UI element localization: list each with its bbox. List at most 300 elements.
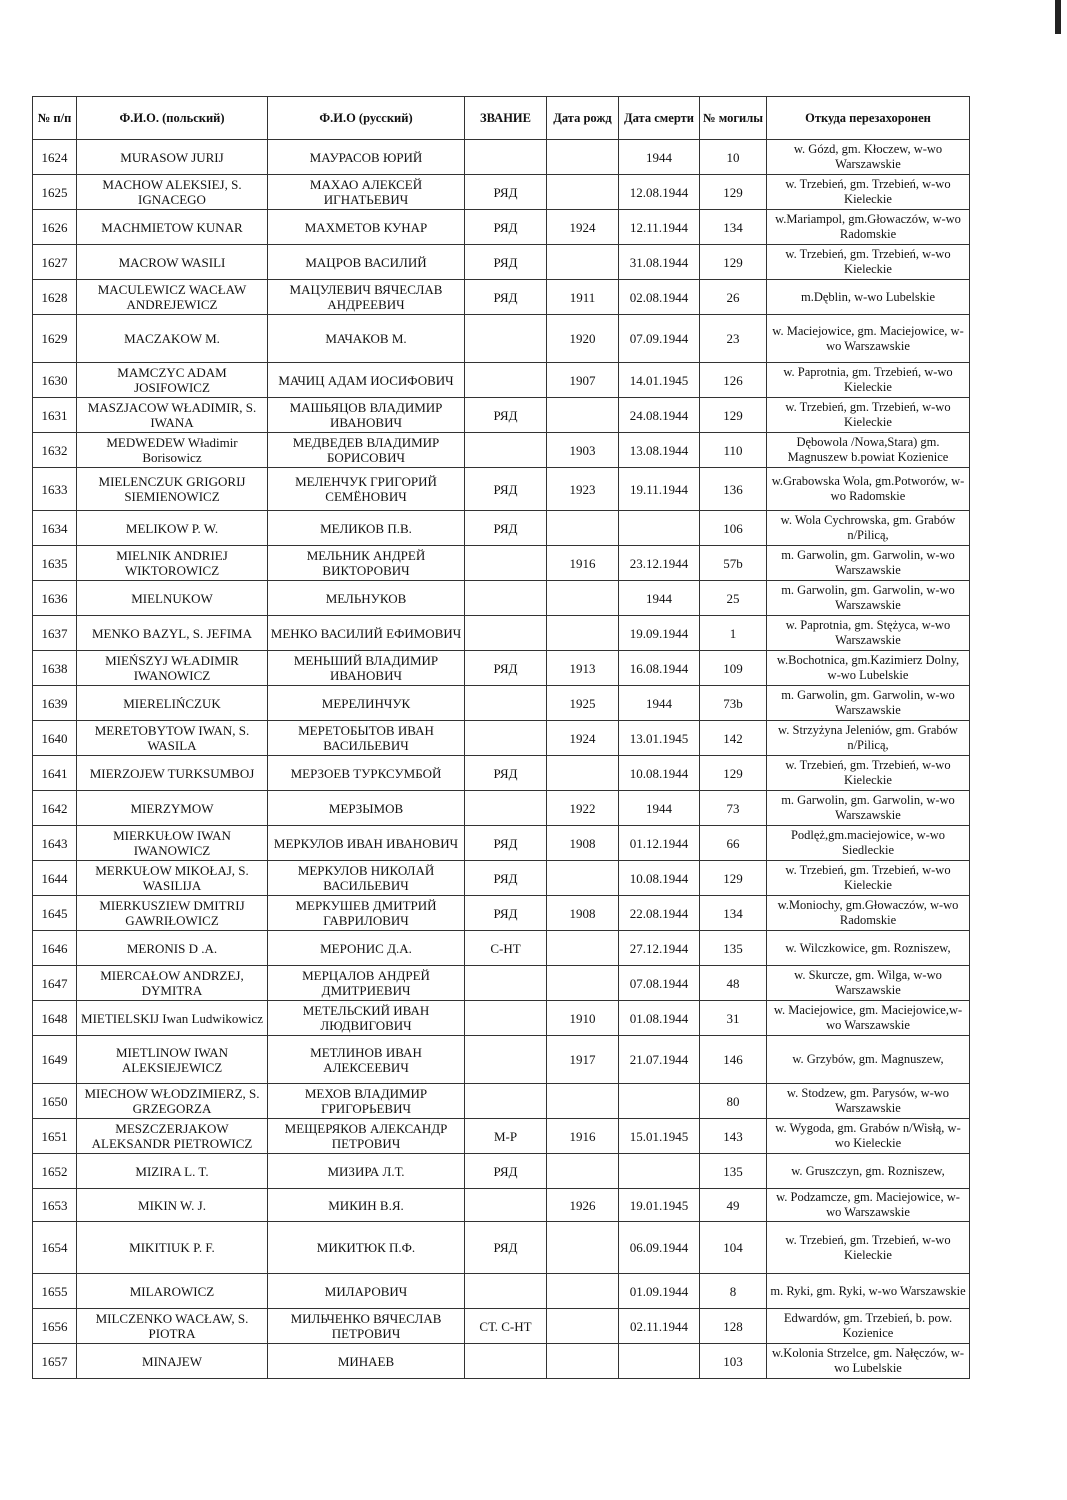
- cell-name-polish: MIERZYMOW: [77, 791, 268, 826]
- cell-grave-number: 146: [700, 1036, 767, 1084]
- cell-birth-date: 1925: [547, 686, 619, 721]
- cell-rank: [465, 1189, 547, 1222]
- cell-name-russian: МЕЩЕРЯКОВ АЛЕКСАНДР ПЕТРОВИЧ: [268, 1119, 465, 1154]
- cell-grave-number: 129: [700, 756, 767, 791]
- cell-grave-number: 23: [700, 315, 767, 363]
- cell-death-date: 16.08.1944: [619, 651, 700, 686]
- cell-grave-number: 135: [700, 931, 767, 966]
- cell-name-polish: MIELENCZUK GRIGORIJ SIEMIENOWICZ: [77, 468, 268, 511]
- cell-grave-number: 143: [700, 1119, 767, 1154]
- cell-reburied-from: w. Trzebień, gm. Trzebień, w-wo Kieleckie: [767, 861, 970, 896]
- cell-name-russian: МИКИТЮК П.Ф.: [268, 1222, 465, 1274]
- header-reburied-from: Откуда перезахоронен: [767, 97, 970, 140]
- cell-birth-date: [547, 175, 619, 210]
- cell-number: 1629: [33, 315, 77, 363]
- cell-rank: РЯД: [465, 1154, 547, 1189]
- cell-birth-date: [547, 756, 619, 791]
- cell-rank: [465, 1036, 547, 1084]
- cell-reburied-from: Edwardów, gm. Trzebień, b. pow. Kozienice: [767, 1309, 970, 1344]
- table-row: [33, 581, 970, 616]
- cell-reburied-from: m. Garwolin, gm. Garwolin, w-wo Warszawskie: [767, 686, 970, 721]
- cell-number: 1628: [33, 280, 77, 315]
- cell-name-russian: МЕЛЬНИК АНДРЕЙ ВИКТОРОВИЧ: [268, 546, 465, 581]
- cell-name-russian: МАХАО АЛЕКСЕЙ ИГНАТЬЕВИЧ: [268, 175, 465, 210]
- table-row: [33, 616, 970, 651]
- cell-reburied-from: w. Gruszczyn, gm. Rozniszew,: [767, 1154, 970, 1189]
- table-row: [33, 686, 970, 721]
- cell-rank: РЯД: [465, 1222, 547, 1274]
- cell-number: 1651: [33, 1119, 77, 1154]
- cell-name-russian: МЕДВЕДЕВ ВЛАДИМИР БОРИСОВИЧ: [268, 433, 465, 468]
- cell-death-date: 12.08.1944: [619, 175, 700, 210]
- cell-reburied-from: w. Wilczkowice, gm. Rozniszew,: [767, 931, 970, 966]
- cell-number: 1633: [33, 468, 77, 511]
- cell-rank: [465, 1001, 547, 1036]
- table-row: [33, 1084, 970, 1119]
- cell-rank: М-Р: [465, 1119, 547, 1154]
- cell-number: 1650: [33, 1084, 77, 1119]
- cell-name-polish: MIERZOJEW TURKSUMBOJ: [77, 756, 268, 791]
- cell-death-date: 27.12.1944: [619, 931, 700, 966]
- cell-death-date: 24.08.1944: [619, 398, 700, 433]
- cell-birth-date: [547, 616, 619, 651]
- cell-grave-number: 134: [700, 210, 767, 245]
- cell-grave-number: 106: [700, 511, 767, 546]
- cell-name-russian: МЕРКУШЕВ ДМИТРИЙ ГАВРИЛОВИЧ: [268, 896, 465, 931]
- cell-name-russian: МАШЬЯЦОВ ВЛАДИМИР ИВАНОВИЧ: [268, 398, 465, 433]
- cell-reburied-from: w. Podzamcze, gm. Maciejowice, w-wo Warszawskie: [767, 1189, 970, 1222]
- cell-birth-date: 1920: [547, 315, 619, 363]
- table-row: [33, 210, 970, 245]
- cell-number: 1652: [33, 1154, 77, 1189]
- cell-grave-number: 49: [700, 1189, 767, 1222]
- table-row: [33, 1222, 970, 1274]
- cell-rank: [465, 140, 547, 175]
- cell-name-polish: MIELNUKOW: [77, 581, 268, 616]
- cell-name-russian: МЕРЕЛИНЧУК: [268, 686, 465, 721]
- cell-reburied-from: w. Skurcze, gm. Wilga, w-wo Warszawskie: [767, 966, 970, 1001]
- cell-reburied-from: w.Mariampol, gm.Głowaczów, w-wo Radomskie: [767, 210, 970, 245]
- cell-name-polish: MASZJACOW WŁADIMIR, S. IWANA: [77, 398, 268, 433]
- cell-birth-date: 1910: [547, 1001, 619, 1036]
- cell-number: 1636: [33, 581, 77, 616]
- cell-grave-number: 73b: [700, 686, 767, 721]
- cell-birth-date: [547, 581, 619, 616]
- header-number: № п/п: [33, 97, 77, 140]
- cell-reburied-from: w.Bochotnica, gm.Kazimierz Dolny, w-wo Lubelskie: [767, 651, 970, 686]
- cell-name-polish: MACHMIETOW KUNAR: [77, 210, 268, 245]
- cell-name-russian: МЕРЕТОБЫТОВ ИВАН ВАСИЛЬЕВИЧ: [268, 721, 465, 756]
- cell-death-date: 14.01.1945: [619, 363, 700, 398]
- cell-name-russian: МЕНКО ВАСИЛИЙ ЕФИМОВИЧ: [268, 616, 465, 651]
- cell-birth-date: [547, 140, 619, 175]
- cell-rank: [465, 616, 547, 651]
- cell-name-russian: МЕРОНИС Д.А.: [268, 931, 465, 966]
- cell-reburied-from: m. Garwolin, gm. Garwolin, w-wo Warszawskie: [767, 546, 970, 581]
- header-death-date: Дата смерти: [619, 97, 700, 140]
- cell-death-date: 23.12.1944: [619, 546, 700, 581]
- cell-name-russian: МИЛАРОВИЧ: [268, 1274, 465, 1309]
- table-body: [33, 140, 970, 1379]
- cell-number: 1639: [33, 686, 77, 721]
- cell-number: 1657: [33, 1344, 77, 1379]
- cell-rank: РЯД: [465, 511, 547, 546]
- cell-birth-date: [547, 245, 619, 280]
- cell-death-date: 1944: [619, 581, 700, 616]
- cell-grave-number: 1: [700, 616, 767, 651]
- cell-number: 1642: [33, 791, 77, 826]
- cell-name-polish: MEDWEDEW Władimir Borisowicz: [77, 433, 268, 468]
- cell-reburied-from: w. Grzybów, gm. Magnuszew,: [767, 1036, 970, 1084]
- scan-edge-mark: [1055, 0, 1061, 34]
- cell-birth-date: 1924: [547, 721, 619, 756]
- cell-grave-number: 73: [700, 791, 767, 826]
- cell-grave-number: 10: [700, 140, 767, 175]
- cell-birth-date: [547, 1084, 619, 1119]
- cell-name-polish: MERONIS D .A.: [77, 931, 268, 966]
- cell-death-date: 13.08.1944: [619, 433, 700, 468]
- header-grave-number: № могилы: [700, 97, 767, 140]
- table-row: [33, 1344, 970, 1379]
- cell-grave-number: 26: [700, 280, 767, 315]
- cell-rank: [465, 363, 547, 398]
- cell-name-russian: МЕЛИКОВ П.В.: [268, 511, 465, 546]
- cell-number: 1626: [33, 210, 77, 245]
- cell-rank: СТ. С-НТ: [465, 1309, 547, 1344]
- table-row: [33, 511, 970, 546]
- table-row: [33, 931, 970, 966]
- cell-reburied-from: w. Paprotnia, gm. Trzebień, w-wo Kieleckie: [767, 363, 970, 398]
- cell-name-polish: MERETOBYTOW IWAN, S. WASILA: [77, 721, 268, 756]
- cell-name-russian: МЕЛЕНЧУК ГРИГОРИЙ СЕМЁНОВИЧ: [268, 468, 465, 511]
- cell-death-date: 02.08.1944: [619, 280, 700, 315]
- cell-birth-date: [547, 511, 619, 546]
- cell-name-polish: MACHOW ALEKSIEJ, S. IGNACEGO: [77, 175, 268, 210]
- table-row: [33, 791, 970, 826]
- table-row: [33, 896, 970, 931]
- table-row: [33, 140, 970, 175]
- cell-number: 1641: [33, 756, 77, 791]
- cell-number: 1627: [33, 245, 77, 280]
- table-row: [33, 1001, 970, 1036]
- cell-birth-date: 1908: [547, 826, 619, 861]
- cell-birth-date: [547, 931, 619, 966]
- cell-death-date: 10.08.1944: [619, 861, 700, 896]
- table-row: [33, 651, 970, 686]
- cell-birth-date: [547, 1344, 619, 1379]
- cell-birth-date: [547, 1274, 619, 1309]
- cell-number: 1656: [33, 1309, 77, 1344]
- cell-name-russian: МИЛЬЧЕНКО ВЯЧЕСЛАВ ПЕТРОВИЧ: [268, 1309, 465, 1344]
- cell-reburied-from: m. Garwolin, gm. Garwolin, w-wo Warszawskie: [767, 581, 970, 616]
- cell-reburied-from: w. Trzebień, gm. Trzebień, w-wo Kieleckie: [767, 1222, 970, 1274]
- cell-death-date: [619, 1084, 700, 1119]
- cell-death-date: 31.08.1944: [619, 245, 700, 280]
- cell-rank: РЯД: [465, 651, 547, 686]
- cell-birth-date: 1926: [547, 1189, 619, 1222]
- header-name-russian: Ф.И.О (русский): [268, 97, 465, 140]
- cell-number: 1630: [33, 363, 77, 398]
- cell-reburied-from: w. Maciejowice, gm. Maciejowice,w-wo Warszawskie: [767, 1001, 970, 1036]
- cell-number: 1645: [33, 896, 77, 931]
- cell-reburied-from: w.Moniochy, gm.Głowaczów, w-wo Radomskie: [767, 896, 970, 931]
- cell-grave-number: 31: [700, 1001, 767, 1036]
- cell-number: 1643: [33, 826, 77, 861]
- cell-reburied-from: w.Kolonia Strzelce, gm. Nałęczów, w-wo Lubelskie: [767, 1344, 970, 1379]
- cell-name-russian: МЕРКУЛОВ НИКОЛАЙ ВАСИЛЬЕВИЧ: [268, 861, 465, 896]
- table-row: [33, 280, 970, 315]
- cell-name-polish: MACZAKOW M.: [77, 315, 268, 363]
- table-row: [33, 1189, 970, 1222]
- table-row: [33, 398, 970, 433]
- cell-death-date: 07.09.1944: [619, 315, 700, 363]
- cell-birth-date: 1907: [547, 363, 619, 398]
- cell-reburied-from: w. Trzebień, gm. Trzebień, w-wo Kieleckie: [767, 756, 970, 791]
- table-row: [33, 1036, 970, 1084]
- cell-reburied-from: w. Trzebień, gm. Trzebień, w-wo Kieleckie: [767, 175, 970, 210]
- cell-grave-number: 128: [700, 1309, 767, 1344]
- cell-name-russian: МАЦРОВ ВАСИЛИЙ: [268, 245, 465, 280]
- cell-name-russian: МЕТЕЛЬСКИЙ ИВАН ЛЮДВИГОВИЧ: [268, 1001, 465, 1036]
- cell-rank: [465, 546, 547, 581]
- cell-rank: РЯД: [465, 210, 547, 245]
- cell-grave-number: 8: [700, 1274, 767, 1309]
- cell-name-russian: МАЧАКОВ М.: [268, 315, 465, 363]
- cell-rank: [465, 1084, 547, 1119]
- cell-birth-date: 1916: [547, 1119, 619, 1154]
- cell-number: 1637: [33, 616, 77, 651]
- cell-reburied-from: w. Maciejowice, gm. Maciejowice, w-wo Warszawskie: [767, 315, 970, 363]
- cell-birth-date: 1913: [547, 651, 619, 686]
- cell-number: 1649: [33, 1036, 77, 1084]
- cell-name-russian: МЕРЗОЕВ ТУРКСУМБОЙ: [268, 756, 465, 791]
- cell-death-date: 01.09.1944: [619, 1274, 700, 1309]
- cell-name-russian: МИНАЕВ: [268, 1344, 465, 1379]
- cell-name-russian: МЕРКУЛОВ ИВАН ИВАНОВИЧ: [268, 826, 465, 861]
- cell-reburied-from: w. Wygoda, gm. Grabów n/Wisłą, w-wo Kieleckie: [767, 1119, 970, 1154]
- cell-reburied-from: w. Stodzew, gm. Parysów, w-wo Warszawskie: [767, 1084, 970, 1119]
- table-row: [33, 721, 970, 756]
- cell-rank: [465, 791, 547, 826]
- cell-death-date: [619, 1344, 700, 1379]
- cell-name-polish: MERKUŁOW MIKOŁAJ, S. WASILIJA: [77, 861, 268, 896]
- cell-death-date: 01.08.1944: [619, 1001, 700, 1036]
- cell-reburied-from: m. Garwolin, gm. Garwolin, w-wo Warszawskie: [767, 791, 970, 826]
- cell-rank: РЯД: [465, 756, 547, 791]
- cell-name-polish: MIERCAŁOW ANDRZEJ, DYMITRA: [77, 966, 268, 1001]
- cell-name-russian: МЕРЦАЛОВ АНДРЕЙ ДМИТРИЕВИЧ: [268, 966, 465, 1001]
- cell-name-polish: MACULEWICZ WACŁAW ANDREJEWICZ: [77, 280, 268, 315]
- cell-birth-date: 1922: [547, 791, 619, 826]
- cell-number: 1634: [33, 511, 77, 546]
- cell-reburied-from: w. Gózd, gm. Kłoczew, w-wo Warszawskie: [767, 140, 970, 175]
- cell-grave-number: 48: [700, 966, 767, 1001]
- cell-birth-date: 1908: [547, 896, 619, 931]
- cell-death-date: 02.11.1944: [619, 1309, 700, 1344]
- cell-number: 1655: [33, 1274, 77, 1309]
- cell-reburied-from: w. Paprotnia, gm. Stężyca, w-wo Warszawskie: [767, 616, 970, 651]
- cell-birth-date: [547, 966, 619, 1001]
- cell-death-date: 01.12.1944: [619, 826, 700, 861]
- cell-rank: [465, 686, 547, 721]
- cell-name-russian: МАУРАСОВ ЮРИЙ: [268, 140, 465, 175]
- cell-name-polish: MIETIELSKIJ Iwan Ludwikowicz: [77, 1001, 268, 1036]
- cell-birth-date: [547, 1222, 619, 1274]
- cell-birth-date: 1916: [547, 546, 619, 581]
- cell-number: 1644: [33, 861, 77, 896]
- cell-name-russian: МЕРЗЫМОВ: [268, 791, 465, 826]
- cell-birth-date: [547, 1309, 619, 1344]
- cell-name-russian: МАЧИЦ АДАМ ИОСИФОВИЧ: [268, 363, 465, 398]
- table-row: [33, 1309, 970, 1344]
- cell-birth-date: [547, 398, 619, 433]
- cell-name-russian: МИКИН В.Я.: [268, 1189, 465, 1222]
- cell-name-polish: MURASOW JURIJ: [77, 140, 268, 175]
- cell-name-polish: MIECHOW WŁODZIMIERZ, S. GRZEGORZA: [77, 1084, 268, 1119]
- cell-grave-number: 129: [700, 175, 767, 210]
- cell-birth-date: 1903: [547, 433, 619, 468]
- cell-grave-number: 135: [700, 1154, 767, 1189]
- cell-grave-number: 80: [700, 1084, 767, 1119]
- cell-rank: РЯД: [465, 861, 547, 896]
- cell-rank: [465, 1274, 547, 1309]
- table-row: [33, 468, 970, 511]
- cell-death-date: [619, 1154, 700, 1189]
- cell-birth-date: 1911: [547, 280, 619, 315]
- cell-number: 1638: [33, 651, 77, 686]
- cell-name-polish: MIERELIŃCZUK: [77, 686, 268, 721]
- cell-death-date: 07.08.1944: [619, 966, 700, 1001]
- cell-death-date: 10.08.1944: [619, 756, 700, 791]
- cell-death-date: 19.09.1944: [619, 616, 700, 651]
- table-row: [33, 1154, 970, 1189]
- cell-name-polish: MIKIN W. J.: [77, 1189, 268, 1222]
- cell-grave-number: 129: [700, 245, 767, 280]
- cell-birth-date: 1923: [547, 468, 619, 511]
- table-row: [33, 861, 970, 896]
- cell-death-date: 1944: [619, 791, 700, 826]
- cell-name-polish: MELIKOW P. W.: [77, 511, 268, 546]
- table-row: [33, 175, 970, 210]
- cell-rank: РЯД: [465, 398, 547, 433]
- cell-name-russian: МИЗИРА Л.Т.: [268, 1154, 465, 1189]
- cell-rank: РЯД: [465, 245, 547, 280]
- cell-number: 1635: [33, 546, 77, 581]
- cell-rank: [465, 581, 547, 616]
- cell-reburied-from: Dębowola /Nowa,Stara) gm. Magnuszew b.powiat Kozienice: [767, 433, 970, 468]
- cell-grave-number: 134: [700, 896, 767, 931]
- cell-name-russian: МАЦУЛЕВИЧ ВЯЧЕСЛАВ АНДРЕЕВИЧ: [268, 280, 465, 315]
- cell-number: 1653: [33, 1189, 77, 1222]
- cell-name-russian: МЕЛЬНУКОВ: [268, 581, 465, 616]
- cell-rank: С-НТ: [465, 931, 547, 966]
- cell-death-date: 13.01.1945: [619, 721, 700, 756]
- cell-name-polish: MIERKUSZIEW DMITRIJ GAWRIŁOWICZ: [77, 896, 268, 931]
- cell-reburied-from: m.Dęblin, w-wo Lubelskie: [767, 280, 970, 315]
- table-row: [33, 1274, 970, 1309]
- cell-name-russian: МЕХОВ ВЛАДИМИР ГРИГОРЬЕВИЧ: [268, 1084, 465, 1119]
- cell-rank: РЯД: [465, 468, 547, 511]
- cell-birth-date: 1917: [547, 1036, 619, 1084]
- cell-reburied-from: m. Ryki, gm. Ryki, w-wo Warszawskie: [767, 1274, 970, 1309]
- cell-death-date: 21.07.1944: [619, 1036, 700, 1084]
- cell-grave-number: 109: [700, 651, 767, 686]
- cell-death-date: 06.09.1944: [619, 1222, 700, 1274]
- cell-name-polish: MIELNIK ANDRIEJ WIKTOROWICZ: [77, 546, 268, 581]
- cell-name-polish: MILCZENKO WACŁAW, S. PIOTRA: [77, 1309, 268, 1344]
- cell-death-date: 1944: [619, 686, 700, 721]
- cell-name-polish: MINAJEW: [77, 1344, 268, 1379]
- table-row: [33, 546, 970, 581]
- cell-name-polish: MILAROWICZ: [77, 1274, 268, 1309]
- cell-number: 1654: [33, 1222, 77, 1274]
- cell-reburied-from: w. Wola Cychrowska, gm. Grabów n/Pilicą,: [767, 511, 970, 546]
- header-name-polish: Ф.И.О. (польский): [77, 97, 268, 140]
- cell-number: 1632: [33, 433, 77, 468]
- cell-name-russian: МАХМЕТОВ КУНАР: [268, 210, 465, 245]
- cell-name-polish: MAMCZYC ADAM JOSIFOWICZ: [77, 363, 268, 398]
- cell-name-polish: MACROW WASILI: [77, 245, 268, 280]
- table-row: [33, 966, 970, 1001]
- cell-name-russian: МЕНЬШИЙ ВЛАДИМИР ИВАНОВИЧ: [268, 651, 465, 686]
- cell-number: 1646: [33, 931, 77, 966]
- table-row: [33, 1119, 970, 1154]
- cell-rank: РЯД: [465, 826, 547, 861]
- cell-rank: [465, 1344, 547, 1379]
- cell-name-russian: МЕТЛИНОВ ИВАН АЛЕКСЕЕВИЧ: [268, 1036, 465, 1084]
- cell-grave-number: 110: [700, 433, 767, 468]
- cell-death-date: 12.11.1944: [619, 210, 700, 245]
- table-row: [33, 433, 970, 468]
- cell-number: 1625: [33, 175, 77, 210]
- cell-grave-number: 129: [700, 861, 767, 896]
- cell-number: 1624: [33, 140, 77, 175]
- cell-birth-date: [547, 861, 619, 896]
- cell-birth-date: 1924: [547, 210, 619, 245]
- cell-death-date: 15.01.1945: [619, 1119, 700, 1154]
- cell-rank: [465, 966, 547, 1001]
- cell-grave-number: 66: [700, 826, 767, 861]
- table-row: [33, 315, 970, 363]
- cell-rank: РЯД: [465, 896, 547, 931]
- cell-name-polish: MIEŃSZYJ WŁADIMIR IWANOWICZ: [77, 651, 268, 686]
- cell-birth-date: [547, 1154, 619, 1189]
- table-row: [33, 826, 970, 861]
- cell-death-date: 22.08.1944: [619, 896, 700, 931]
- cell-death-date: 19.01.1945: [619, 1189, 700, 1222]
- cell-grave-number: 142: [700, 721, 767, 756]
- cell-reburied-from: w. Strzyżyna Jeleniów, gm. Grabów n/Pilicą,: [767, 721, 970, 756]
- cell-name-polish: MIZIRA L. T.: [77, 1154, 268, 1189]
- cell-grave-number: 104: [700, 1222, 767, 1274]
- header-rank: ЗВАНИЕ: [465, 97, 547, 140]
- cell-name-polish: MIERKUŁOW IWAN IWANOWICZ: [77, 826, 268, 861]
- table-header-row: [33, 97, 970, 140]
- cell-rank: РЯД: [465, 280, 547, 315]
- header-birth-date: Дата рожд: [547, 97, 619, 140]
- cell-name-polish: MIETLINOW IWAN ALEKSIEJEWICZ: [77, 1036, 268, 1084]
- table-row: [33, 363, 970, 398]
- cell-death-date: 1944: [619, 140, 700, 175]
- cell-name-polish: MENKO BAZYL, S. JEFIMA: [77, 616, 268, 651]
- cell-reburied-from: w. Trzebień, gm. Trzebień, w-wo Kieleckie: [767, 245, 970, 280]
- cell-rank: [465, 315, 547, 363]
- cell-number: 1631: [33, 398, 77, 433]
- table-row: [33, 245, 970, 280]
- cell-reburied-from: Podlęż,gm.maciejowice, w-wo Siedleckie: [767, 826, 970, 861]
- cell-reburied-from: w. Trzebień, gm. Trzebień, w-wo Kieleckie: [767, 398, 970, 433]
- cell-death-date: 19.11.1944: [619, 468, 700, 511]
